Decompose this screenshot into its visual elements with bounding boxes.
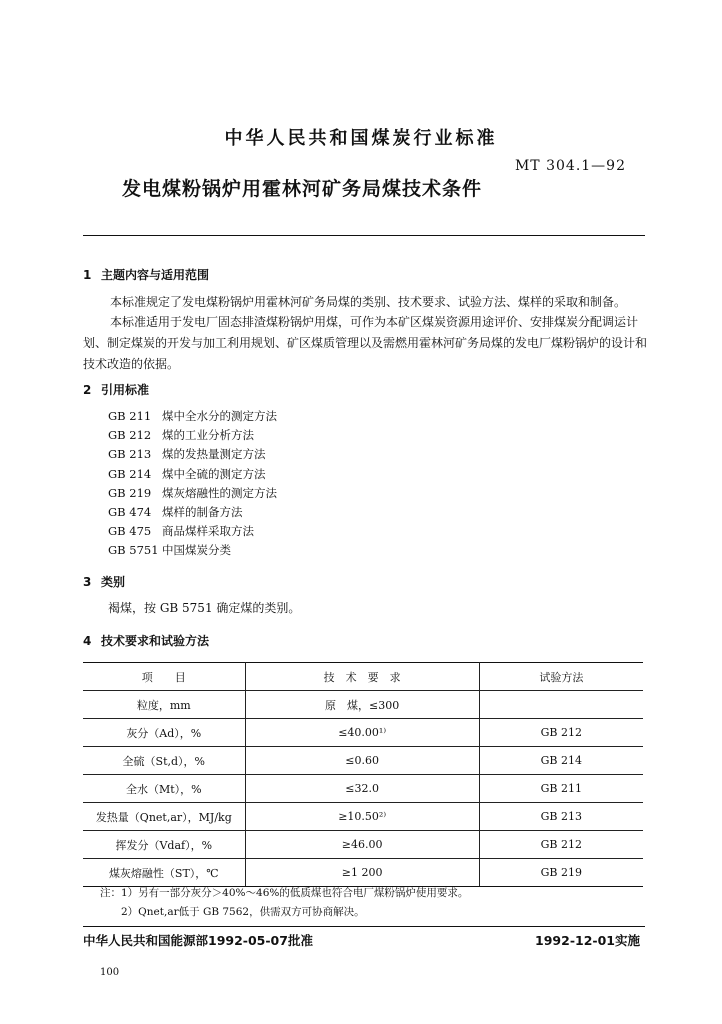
page-number: 100 [100, 967, 120, 978]
table-row [83, 747, 643, 775]
table-cell: ≤0.60 [245, 747, 479, 775]
reference-item [108, 522, 277, 541]
table-header-cell: 项 目 [83, 663, 245, 691]
section-3-heading [83, 573, 125, 590]
table-row [83, 719, 643, 747]
reference-code: GB 219 [108, 485, 152, 500]
reference-item [108, 426, 277, 445]
reference-code: GB 213 [108, 447, 152, 462]
table-cell: 灰分（Ad），% [83, 719, 245, 747]
reference-title: 煤样的制备方法 [162, 504, 243, 519]
reference-item [108, 484, 277, 503]
table-cell: 煤灰熔融性（ST），℃ [83, 859, 245, 887]
document-title: 发电煤粉锅炉用霍林河矿务局煤技术条件 [122, 178, 483, 200]
section-title: 引用标准 [101, 383, 150, 397]
approval-statement: 中华人民共和国能源部1992-05-07批准 [83, 933, 313, 948]
table-header-cell: 技 术 要 求 [245, 663, 479, 691]
reference-title: 商品煤样采取方法 [162, 524, 254, 539]
technical-requirements-table [83, 662, 643, 887]
footer-divider [83, 926, 645, 927]
table-cell: GB 212 [479, 831, 643, 859]
section-3-paragraph: 褐煤，按 GB 5751 确定煤的类别。 [108, 601, 301, 615]
table-row [83, 859, 643, 887]
table-row [83, 803, 643, 831]
section-title: 类别 [101, 575, 126, 589]
reference-code: GB 474 [108, 504, 152, 519]
issuing-organization: 中华人民共和国煤炭行业标准 [224, 128, 498, 149]
table-cell: 粒度，mm [83, 691, 245, 719]
table-note: 注：1）另有一部分灰分＞40%～46%的低质煤也符合电厂煤粉锅炉使用要求。 [100, 887, 469, 899]
section-number: 1 [83, 268, 92, 282]
reference-code: GB 212 [108, 428, 152, 443]
table-header-cell: 试验方法 [479, 663, 643, 691]
table-cell: ≤32.0 [245, 775, 479, 803]
table-cell: ≥1 200 [245, 859, 479, 887]
reference-title: 煤的发热量测定方法 [162, 447, 266, 462]
section-1-heading [83, 266, 209, 283]
reference-code: GB 211 [108, 409, 152, 423]
table-cell: 挥发分（Vdaf），% [83, 831, 245, 859]
section-1-paragraph-2: 本标准适用于发电厂固态排渣煤粉锅炉用煤，可作为本矿区煤炭资源用途评价、安排煤炭分配调运计划、制定煤炭的开发与加工利用规划、矿区煤质管理以及需燃用霍林河矿务局煤的发电厂煤粉锅炉的设计和技术改造的依据。 [83, 315, 648, 371]
table-cell: GB 211 [479, 775, 643, 803]
reference-item [108, 503, 277, 522]
table-cell: ≥10.50²⁾ [245, 803, 479, 831]
table-row [83, 775, 643, 803]
reference-list [108, 407, 277, 561]
reference-title: 煤灰熔融性的测定方法 [162, 485, 277, 500]
table-row [83, 831, 643, 859]
table-cell [479, 691, 643, 719]
section-2-heading [83, 381, 149, 398]
table-cell: 原 煤，≤300 [245, 691, 479, 719]
reference-item [108, 465, 277, 484]
table-cell: ≤40.00¹⁾ [245, 719, 479, 747]
table-cell: GB 212 [479, 719, 643, 747]
table-cell: GB 219 [479, 859, 643, 887]
table-cell: 全硫（St,d），% [83, 747, 245, 775]
table-header-row [83, 663, 643, 691]
section-title: 技术要求和试验方法 [101, 634, 210, 648]
table-cell: GB 213 [479, 803, 643, 831]
reference-item [108, 541, 277, 560]
section-number: 4 [83, 634, 92, 648]
reference-title: 煤中全硫的测定方法 [162, 466, 266, 481]
table-cell: 全水（Mt），% [83, 775, 245, 803]
reference-code: GB 5751 [108, 543, 159, 558]
reference-item [108, 407, 277, 426]
reference-item [108, 445, 277, 464]
section-1-paragraph-1: 本标准规定了发电煤粉锅炉用霍林河矿务局煤的类别、技术要求、试验方法、煤样的采取和制备。 [110, 295, 627, 309]
table-note: 2）Qnet,ar低于 GB 7562，供需双方可协商解决。 [100, 906, 365, 918]
section-number: 3 [83, 575, 92, 589]
reference-code: GB 214 [108, 466, 152, 481]
section-4-heading [83, 632, 209, 649]
reference-title: 煤的工业分析方法 [162, 428, 254, 443]
table-cell: ≥46.00 [245, 831, 479, 859]
table-notes [100, 884, 468, 922]
reference-title: 中国煤炭分类 [162, 543, 231, 558]
reference-title: 煤中全水分的测定方法 [162, 409, 277, 423]
table-row [83, 691, 643, 719]
table-cell: 发热量（Qnet,ar），MJ/kg [83, 803, 245, 831]
implementation-date: 1992-12-01实施 [535, 933, 640, 948]
reference-code: GB 475 [108, 524, 152, 539]
table-cell: GB 214 [479, 747, 643, 775]
standard-code: MT 304.1—92 [514, 158, 626, 174]
section-title: 主题内容与适用范围 [101, 268, 210, 282]
section-number: 2 [83, 383, 92, 397]
header-divider [83, 235, 645, 236]
